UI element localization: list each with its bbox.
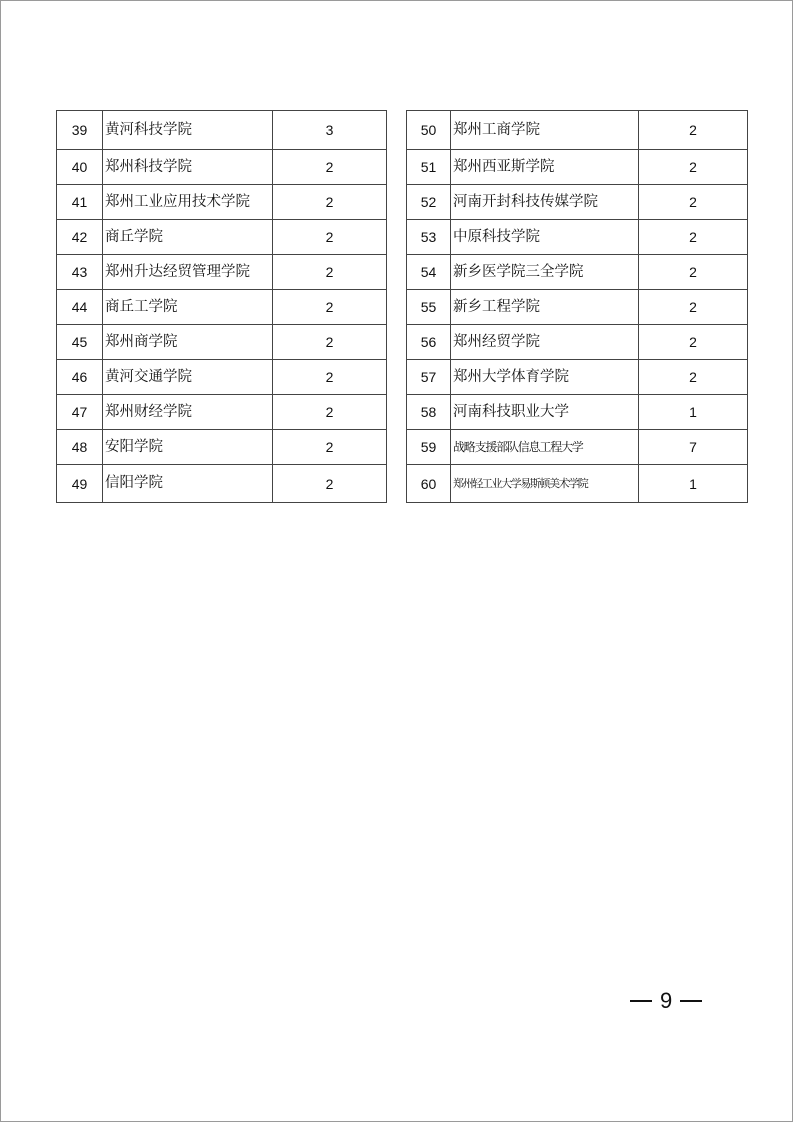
- row-number: 42: [57, 220, 103, 255]
- footer-dash-right: [680, 1000, 702, 1002]
- table-row: [57, 325, 387, 360]
- row-number: 60: [407, 465, 451, 503]
- row-number: 49: [57, 465, 103, 503]
- row-number: 41: [57, 185, 103, 220]
- table-row: [407, 465, 748, 503]
- table-row: [407, 325, 748, 360]
- table-row: [57, 150, 387, 185]
- table-row: [57, 430, 387, 465]
- school-name: 郑州科技学院: [103, 150, 273, 185]
- school-name: 河南科技职业大学: [451, 395, 639, 430]
- page-footer: [630, 988, 702, 1014]
- school-name: 郑州轻工业大学易斯顿美术学院: [451, 465, 639, 503]
- row-number: 57: [407, 360, 451, 395]
- school-name: 河南开封科技传媒学院: [451, 185, 639, 220]
- quota-count: 2: [273, 360, 387, 395]
- table-row: [407, 111, 748, 150]
- quota-count: 2: [273, 430, 387, 465]
- school-name: 郑州工商学院: [451, 111, 639, 150]
- school-name: 黄河科技学院: [103, 111, 273, 150]
- school-name: 郑州财经学院: [103, 395, 273, 430]
- quota-count: 2: [639, 111, 748, 150]
- row-number: 51: [407, 150, 451, 185]
- quota-count: 2: [639, 255, 748, 290]
- row-number: 59: [407, 430, 451, 465]
- table-row: [407, 430, 748, 465]
- table-row: [57, 255, 387, 290]
- row-number: 43: [57, 255, 103, 290]
- table-row: [407, 290, 748, 325]
- table-row: [57, 395, 387, 430]
- school-name: 商丘学院: [103, 220, 273, 255]
- table-row: [57, 111, 387, 150]
- row-number: 53: [407, 220, 451, 255]
- quota-count: 2: [639, 360, 748, 395]
- table-row: [57, 465, 387, 503]
- quota-count: 2: [273, 150, 387, 185]
- school-name: 中原科技学院: [451, 220, 639, 255]
- school-name: 黄河交通学院: [103, 360, 273, 395]
- school-name: 安阳学院: [103, 430, 273, 465]
- quota-count: 2: [273, 465, 387, 503]
- quota-count: 2: [273, 325, 387, 360]
- row-number: 39: [57, 111, 103, 150]
- row-number: 58: [407, 395, 451, 430]
- school-name: 郑州商学院: [103, 325, 273, 360]
- quota-count: 2: [639, 290, 748, 325]
- page-number: 9: [660, 988, 673, 1013]
- table-row: [57, 290, 387, 325]
- school-name: 战略支援部队信息工程大学: [451, 430, 639, 465]
- quota-count: 2: [273, 185, 387, 220]
- table-row: [407, 185, 748, 220]
- row-number: 48: [57, 430, 103, 465]
- row-number: 52: [407, 185, 451, 220]
- quota-count: 3: [273, 111, 387, 150]
- school-name: 郑州大学体育学院: [451, 360, 639, 395]
- school-name: 商丘工学院: [103, 290, 273, 325]
- table-row: [407, 150, 748, 185]
- row-number: 50: [407, 111, 451, 150]
- quota-count: 1: [639, 465, 748, 503]
- row-number: 40: [57, 150, 103, 185]
- row-number: 54: [407, 255, 451, 290]
- table-row: [57, 220, 387, 255]
- school-table-right: [406, 110, 748, 503]
- quota-count: 2: [639, 220, 748, 255]
- school-name: 新乡医学院三全学院: [451, 255, 639, 290]
- table-row: [407, 255, 748, 290]
- table-row: [57, 360, 387, 395]
- quota-count: 2: [273, 255, 387, 290]
- footer-dash-left: [630, 1000, 652, 1002]
- quota-count: 2: [273, 290, 387, 325]
- quota-count: 1: [639, 395, 748, 430]
- school-name: 郑州升达经贸管理学院: [103, 255, 273, 290]
- school-name: 信阳学院: [103, 465, 273, 503]
- table-row: [407, 395, 748, 430]
- table-row: [407, 360, 748, 395]
- row-number: 45: [57, 325, 103, 360]
- row-number: 47: [57, 395, 103, 430]
- school-name: 郑州西亚斯学院: [451, 150, 639, 185]
- table-row: [57, 185, 387, 220]
- row-number: 44: [57, 290, 103, 325]
- school-name: 郑州经贸学院: [451, 325, 639, 360]
- quota-count: 2: [639, 185, 748, 220]
- quota-count: 2: [273, 220, 387, 255]
- quota-count: 2: [273, 395, 387, 430]
- school-table-left: [56, 110, 387, 503]
- quota-count: 2: [639, 325, 748, 360]
- row-number: 56: [407, 325, 451, 360]
- quota-count: 2: [639, 150, 748, 185]
- school-name: 新乡工程学院: [451, 290, 639, 325]
- row-number: 55: [407, 290, 451, 325]
- table-row: [407, 220, 748, 255]
- quota-count: 7: [639, 430, 748, 465]
- row-number: 46: [57, 360, 103, 395]
- school-name: 郑州工业应用技术学院: [103, 185, 273, 220]
